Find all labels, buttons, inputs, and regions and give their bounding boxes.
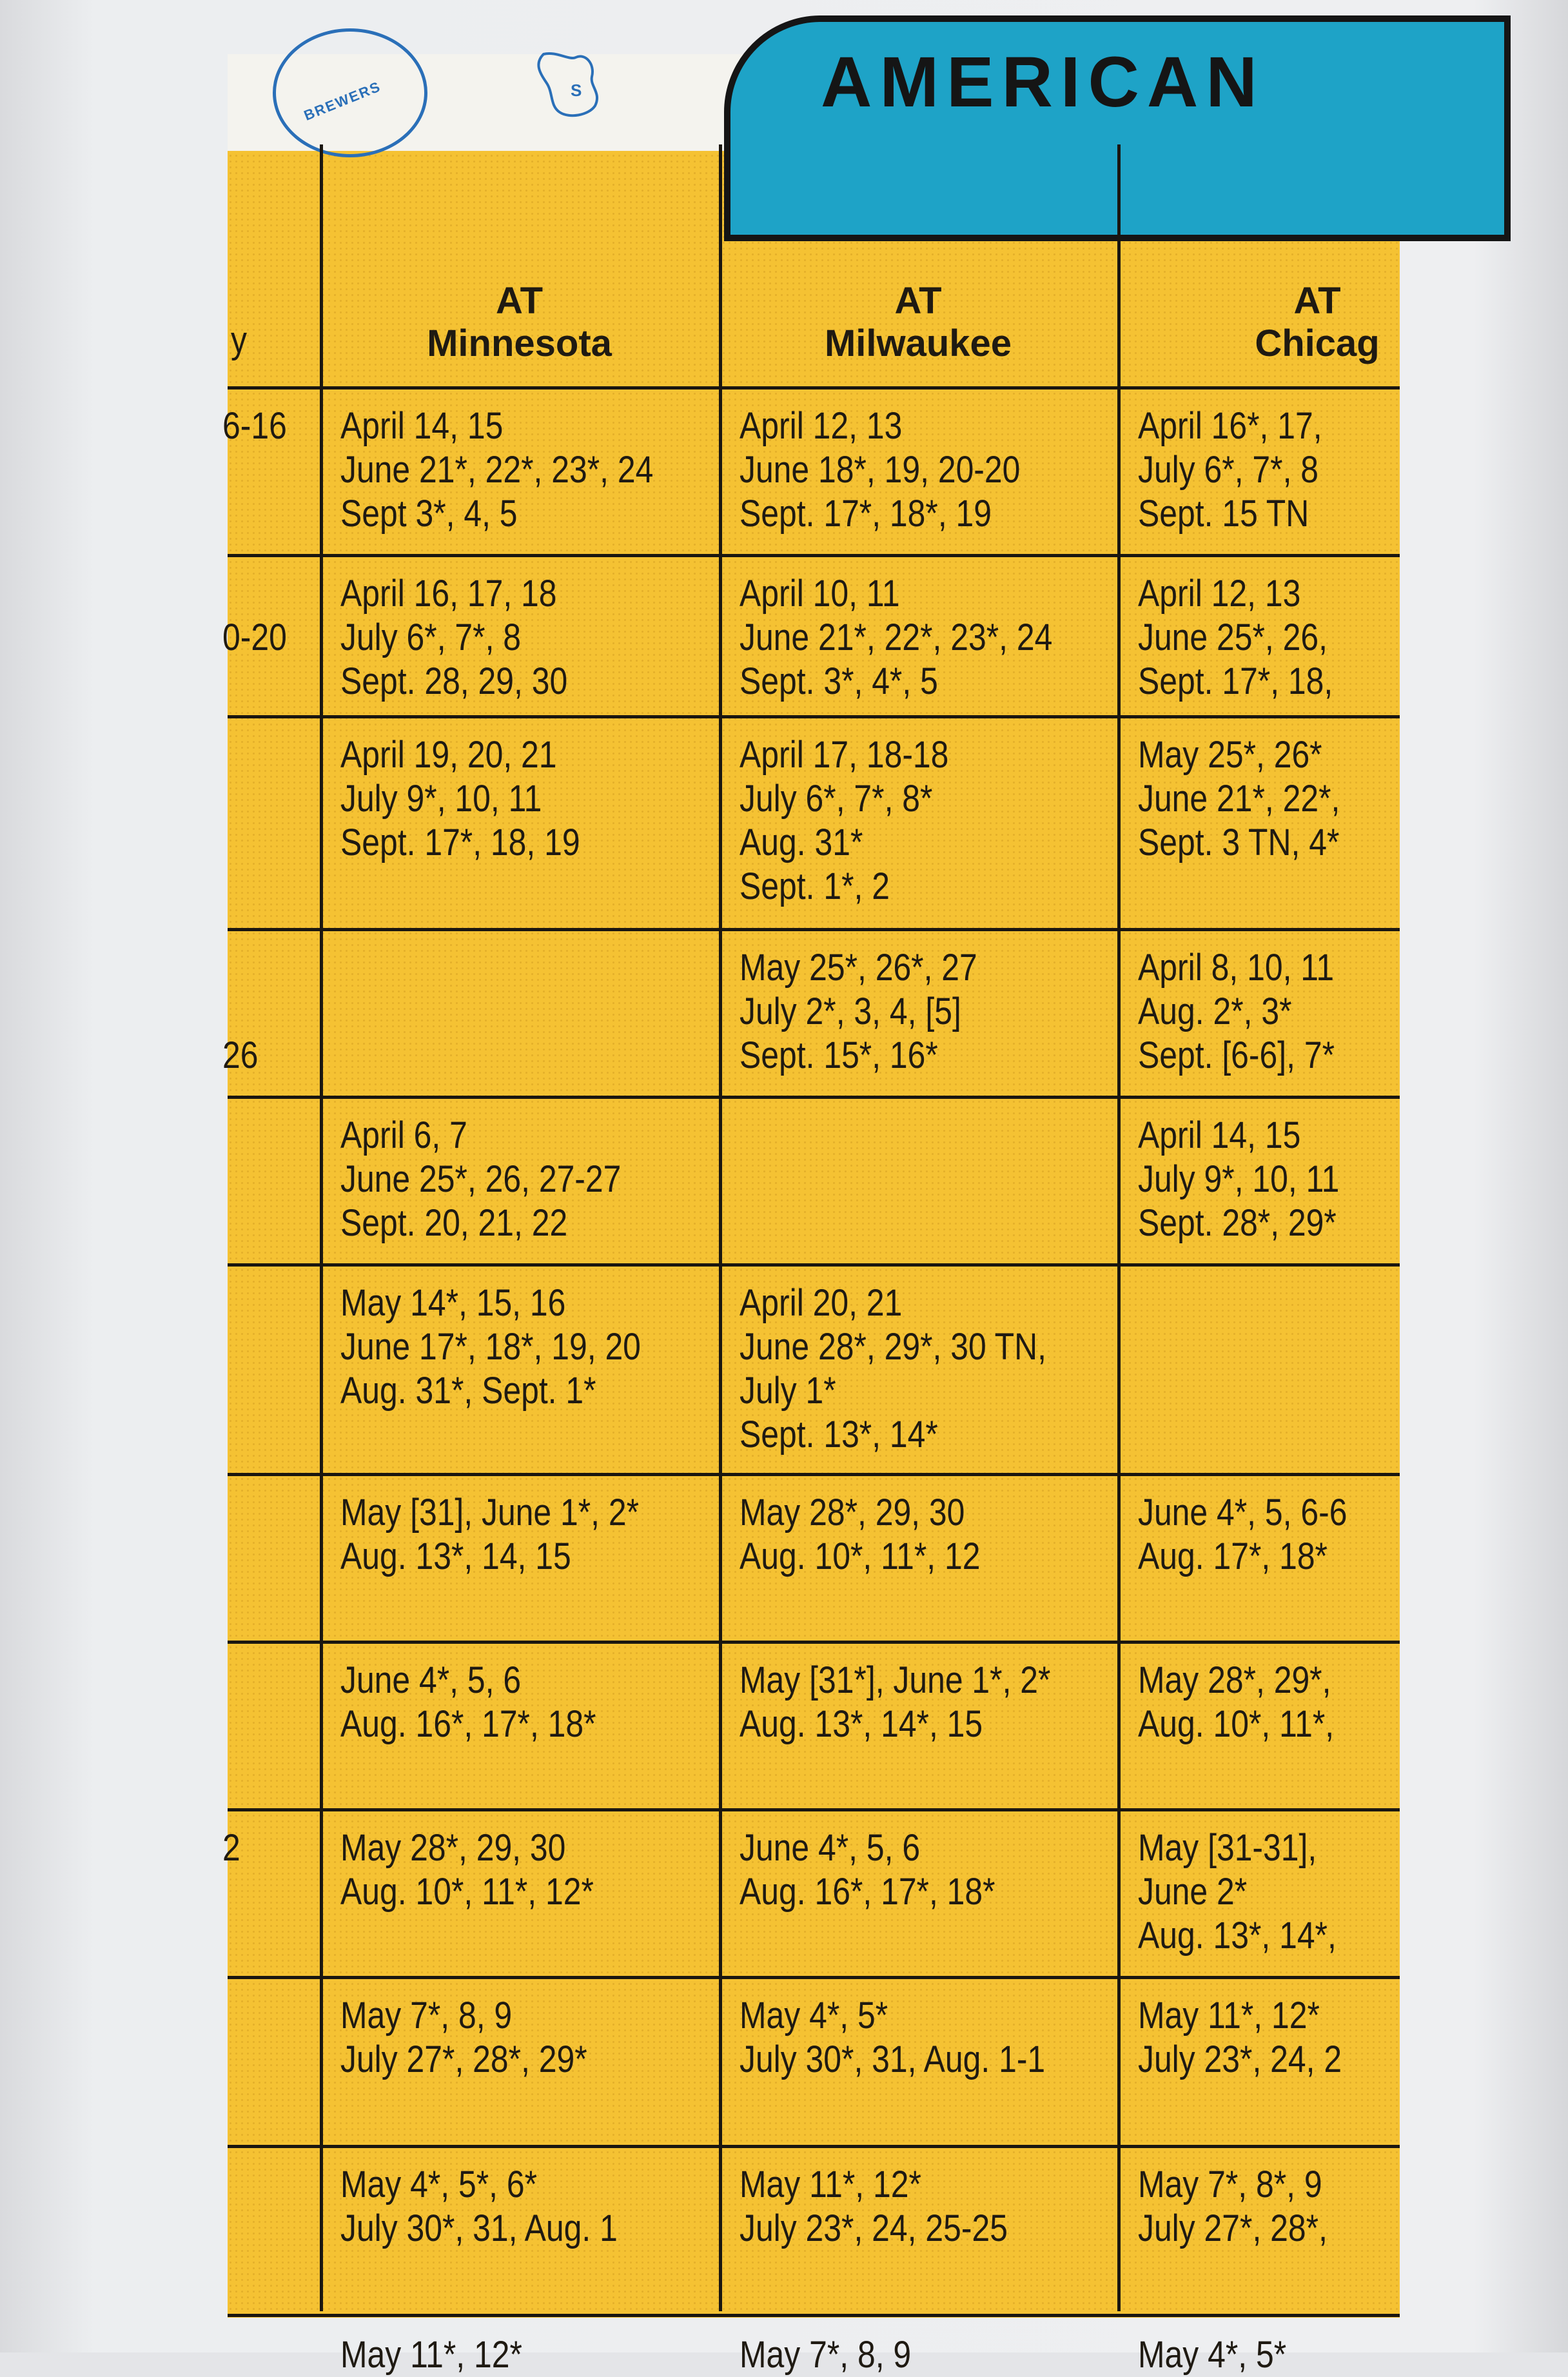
row-divider xyxy=(228,1808,1400,1811)
schedule-cell-line: July 27*, 28*, 29* xyxy=(340,2038,587,2080)
schedule-cell-line: Aug. 16*, 17*, 18* xyxy=(340,1703,596,1745)
schedule-cell-line: July 30*, 31, Aug. 1-1 xyxy=(740,2038,1046,2080)
partial-row-text: May 11*, 12* xyxy=(340,2334,522,2376)
schedule-cell-line: Aug. 16*, 17*, 18* xyxy=(740,1871,995,1913)
schedule-cell-line: Sept 3*, 4, 5 xyxy=(340,493,518,535)
map-icon-letter: S xyxy=(571,81,582,100)
schedule-cell-line: May 7*, 8, 9 xyxy=(340,1995,513,2037)
schedule-cell-line: Sept. 17*, 18*, 19 xyxy=(740,493,992,535)
schedule-cell-line: July 2*, 3, 4, [5] xyxy=(740,991,961,1032)
schedule-cell-line: Sept. 28*, 29* xyxy=(1138,1202,1337,1244)
schedule-cell-line: June 21*, 22*, xyxy=(1138,778,1340,820)
schedule-cell-line: July 23*, 24, 25-25 xyxy=(740,2207,1008,2249)
row-divider xyxy=(228,1096,1400,1099)
row-divider xyxy=(228,1473,1400,1476)
partial-row-text: May 7*, 8, 9 xyxy=(740,2334,912,2376)
schedule-cell-line: July 27*, 28*, xyxy=(1138,2207,1328,2249)
schedule-cell-line: April 16, 17, 18 xyxy=(340,573,557,615)
row-divider xyxy=(228,1641,1400,1644)
schedule-cell-line: Sept. 3 TN, 4* xyxy=(1138,822,1340,863)
schedule-cell-line: July 9*, 10, 11 xyxy=(340,778,542,820)
schedule-cell-line: April 12, 13 xyxy=(1138,573,1301,615)
schedule-cell-line: Aug. 13*, 14*, xyxy=(1138,1915,1337,1957)
schedule-cell-line: May 4*, 5*, 6* xyxy=(340,2164,537,2205)
schedule-cell-line: May [31*], June 1*, 2* xyxy=(740,1659,1051,1701)
row-divider xyxy=(228,928,1400,931)
row-divider xyxy=(228,715,1400,718)
schedule-cell-line: July 9*, 10, 11 xyxy=(1138,1158,1340,1200)
schedule-cell-line: Sept. [6-6], 7* xyxy=(1138,1034,1335,1076)
schedule-cell-line: Aug. 10*, 11*, 12* xyxy=(340,1871,594,1913)
schedule-cell-line: April 8, 10, 11 xyxy=(1138,947,1335,989)
column-divider-1 xyxy=(320,144,323,2311)
schedule-cell-line: May 14*, 15, 16 xyxy=(340,1282,566,1324)
wisconsin-map-icon xyxy=(531,48,621,125)
schedule-cell-line: May [31-31], xyxy=(1138,1827,1317,1869)
schedule-cell-line: Aug. 13*, 14, 15 xyxy=(340,1535,571,1577)
schedule-cell-line: Aug. 2*, 3* xyxy=(1138,991,1292,1032)
schedule-cell-line: April 16*, 17, xyxy=(1138,405,1322,447)
schedule-cell-line: June 4*, 5, 6-6 xyxy=(1138,1492,1348,1534)
schedule-cell-line: June 21*, 22*, 23*, 24 xyxy=(740,616,1053,658)
schedule-card xyxy=(222,43,1400,2376)
schedule-cell-line: April 14, 15 xyxy=(1138,1114,1301,1156)
schedule-cell-line: Aug. 31* xyxy=(740,822,863,863)
column-header-at: AT xyxy=(495,280,543,322)
row-divider xyxy=(228,554,1400,557)
schedule-cell-line: June 17*, 18*, 19, 20 xyxy=(340,1326,641,1368)
schedule-cell-line: April 6, 7 xyxy=(340,1114,467,1156)
schedule-cell-line: May 4*, 5* xyxy=(740,1995,888,2037)
schedule-cell-line: Aug. 10*, 11*, xyxy=(1138,1703,1335,1745)
schedule-cell-line: June 28*, 29*, 30 TN, xyxy=(740,1326,1047,1368)
schedule-cell-line: April 19, 20, 21 xyxy=(340,734,557,776)
schedule-cell-line: Sept. 17*, 18, 19 xyxy=(340,822,580,863)
left-edge-fragment: 0-20 xyxy=(222,616,287,658)
schedule-cell-line: July 6*, 7*, 8* xyxy=(740,778,933,820)
row-divider xyxy=(228,1263,1400,1267)
schedule-cell-line: Sept. 3*, 4*, 5 xyxy=(740,660,938,702)
schedule-cell-line: Aug. 10*, 11*, 12 xyxy=(740,1535,981,1577)
schedule-cell-line: Aug. 31*, Sept. 1* xyxy=(340,1370,596,1412)
banner-text: AMERICAN xyxy=(821,43,1265,122)
schedule-cell-line: June 4*, 5, 6 xyxy=(740,1827,921,1869)
schedule-cell-line: Aug. 13*, 14*, 15 xyxy=(740,1703,983,1745)
schedule-cell-line: May 25*, 26* xyxy=(1138,734,1322,776)
schedule-cell-line: Sept. 20, 21, 22 xyxy=(340,1202,568,1244)
column-divider-3 xyxy=(1117,144,1121,2311)
schedule-cell-line: June 2* xyxy=(1138,1871,1248,1913)
left-edge-fragment: 26 xyxy=(222,1034,259,1076)
schedule-cell-line: Sept. 13*, 14* xyxy=(740,1414,938,1455)
schedule-cell-line: July 6*, 7*, 8 xyxy=(1138,449,1319,491)
schedule-cell-line: May [31], June 1*, 2* xyxy=(340,1492,640,1534)
schedule-cell-line: June 25*, 26, 27-27 xyxy=(340,1158,622,1200)
schedule-cell-line: July 30*, 31, Aug. 1 xyxy=(340,2207,618,2249)
left-edge-fragment: 6-16 xyxy=(222,405,287,447)
column-header-3 xyxy=(1117,280,1517,365)
schedule-cell-line: June 18*, 19, 20-20 xyxy=(740,449,1021,491)
schedule-cell-line: May 11*, 12* xyxy=(1138,1995,1320,2037)
schedule-cell-line: May 28*, 29, 30 xyxy=(340,1827,566,1869)
schedule-cell-line: July 23*, 24, 2 xyxy=(1138,2038,1342,2080)
schedule-cell-line: May 28*, 29, 30 xyxy=(740,1492,965,1534)
schedule-cell-line: April 14, 15 xyxy=(340,405,504,447)
schedule-cell-line: Sept. 15 TN xyxy=(1138,493,1309,535)
left-edge-header: y xyxy=(231,319,247,361)
column-header-at: AT xyxy=(894,280,942,322)
schedule-cell-line: Aug. 17*, 18* xyxy=(1138,1535,1328,1577)
left-edge-fragment: 2 xyxy=(222,1827,240,1869)
column-header-2 xyxy=(719,280,1117,365)
row-divider xyxy=(228,1976,1400,1979)
schedule-cell-line: June 4*, 5, 6 xyxy=(340,1659,522,1701)
schedule-cell-line: June 21*, 22*, 23*, 24 xyxy=(340,449,654,491)
schedule-cell-line: July 6*, 7*, 8 xyxy=(340,616,522,658)
schedule-cell-line: July 1* xyxy=(740,1370,836,1412)
row-divider xyxy=(228,2314,1400,2317)
schedule-cell-line: June 25*, 26, xyxy=(1138,616,1328,658)
row-divider xyxy=(228,2145,1400,2148)
schedule-cell-line: Sept. 17*, 18, xyxy=(1138,660,1333,702)
brewers-logo xyxy=(273,28,427,157)
schedule-cell-line: April 10, 11 xyxy=(740,573,900,615)
column-header-1 xyxy=(320,280,719,365)
column-divider-2 xyxy=(719,144,722,2311)
schedule-cell-line: May 7*, 8*, 9 xyxy=(1138,2164,1322,2205)
column-header-team: Chicag xyxy=(1255,322,1380,364)
schedule-cell-line: Sept. 1*, 2 xyxy=(740,865,890,907)
schedule-table xyxy=(222,151,1400,2376)
schedule-cell-line: May 25*, 26*, 27 xyxy=(740,947,977,989)
header-bottom-rule xyxy=(228,386,1400,390)
schedule-cell-line: April 12, 13 xyxy=(740,405,903,447)
schedule-cell-line: April 17, 18-18 xyxy=(740,734,949,776)
column-header-team: Minnesota xyxy=(427,322,612,364)
schedule-cell-line: Sept. 15*, 16* xyxy=(740,1034,938,1076)
schedule-cell-line: May 28*, 29*, xyxy=(1138,1659,1331,1701)
logo-text: BREWERS xyxy=(301,78,384,124)
schedule-cell-line: May 11*, 12* xyxy=(740,2164,921,2205)
schedule-cell-line: Sept. 28, 29, 30 xyxy=(340,660,568,702)
schedule-cell-line: April 20, 21 xyxy=(740,1282,903,1324)
column-header-at: AT xyxy=(1293,280,1341,322)
column-header-team: Milwaukee xyxy=(824,322,1012,364)
partial-row-text: May 4*, 5* xyxy=(1138,2334,1287,2376)
